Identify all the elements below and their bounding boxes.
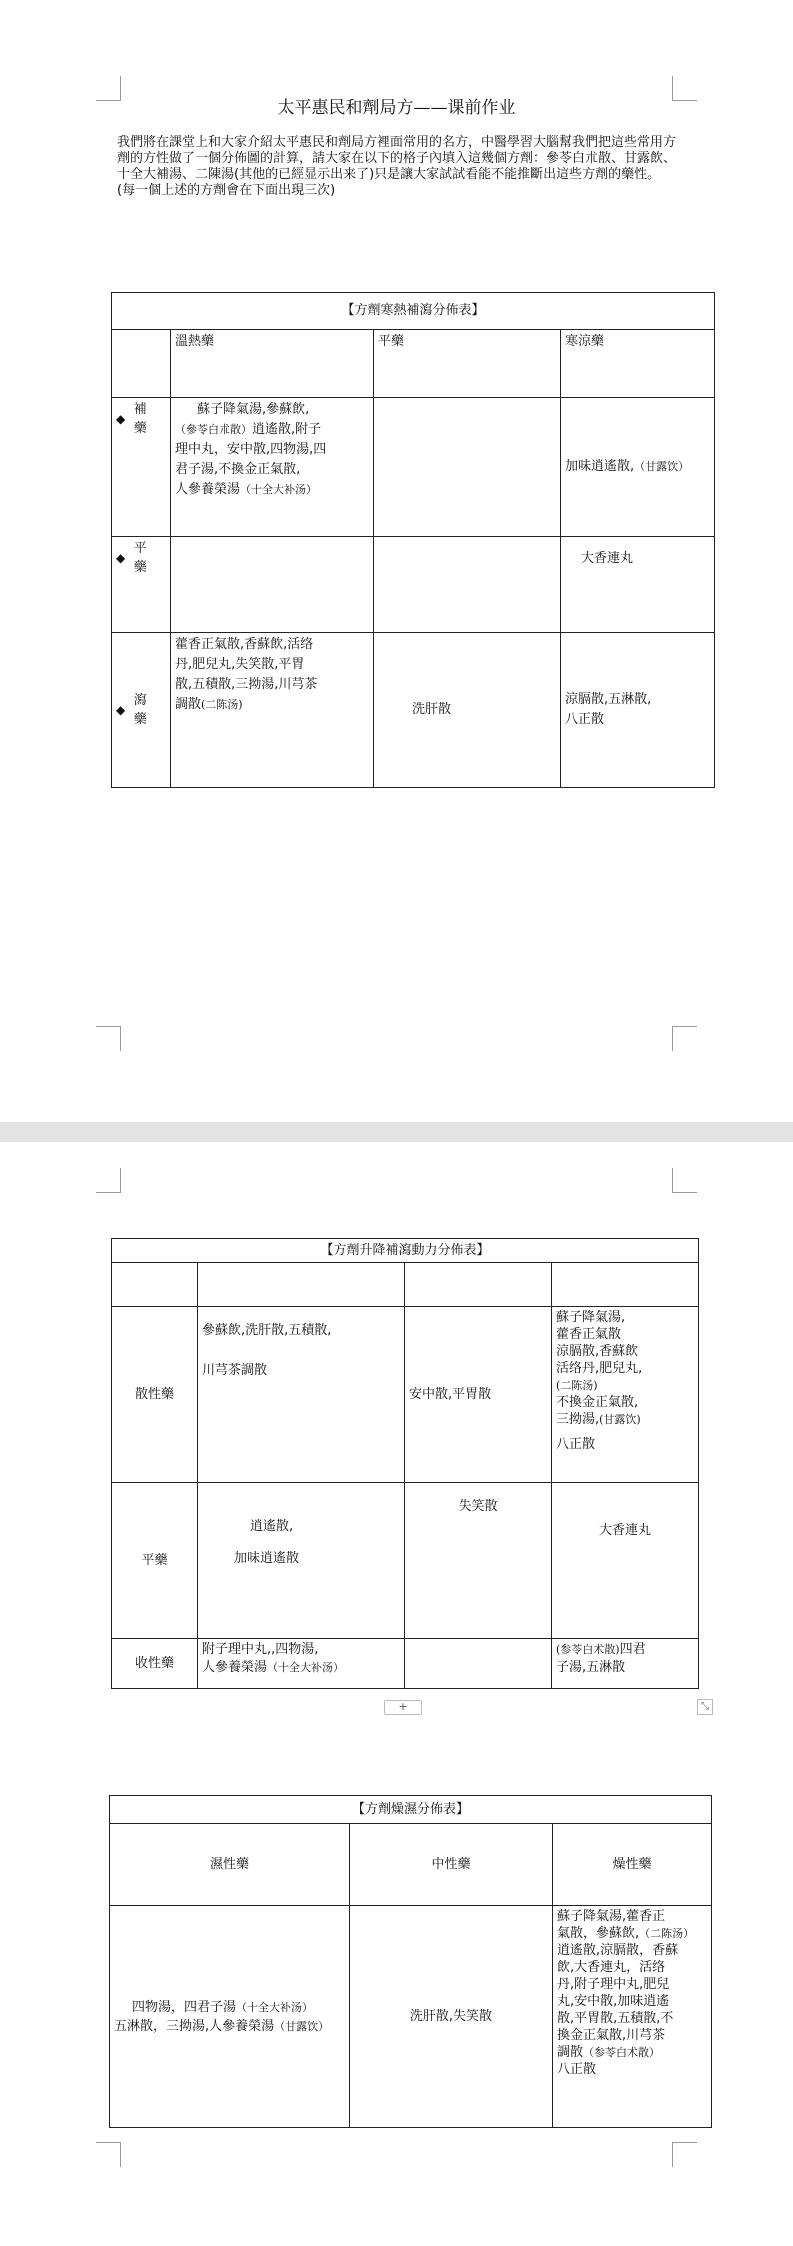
cell-text: 調散 — [557, 2045, 584, 2060]
cell-text: 逍遙散,涼膈散，香蘇 — [557, 1943, 679, 1958]
cell-text: 附子理中丸,,四物湯, — [202, 1642, 319, 1657]
cell-purge-neutral[interactable]: 洗肝散 — [374, 633, 561, 788]
row-header-dispersing: 散性藥 — [112, 1307, 198, 1483]
answer-note: （二陈汤） — [639, 1927, 695, 1940]
answer-note: （参苓白术散） — [583, 2046, 661, 2059]
cell-text: 散,五積散,三拗湯,川芎茶 — [175, 677, 318, 692]
cell-purge-cold[interactable] — [561, 633, 715, 788]
cell-text: 逍遙散,附子 — [252, 422, 322, 437]
cell-neutral-3[interactable]: 大香連丸 — [552, 1483, 699, 1639]
cell-text: 蘇子降氣湯,藿香正 — [557, 1909, 666, 1924]
row-header-neutral: 平藥 — [112, 1483, 198, 1639]
cell-text: 調散 — [175, 697, 202, 712]
cell-text: 不換金正氣散, — [556, 1395, 639, 1410]
answer-note: （甘露饮） — [274, 2019, 330, 2033]
page-title: 太平惠民和劑局方——课前作业 — [277, 98, 516, 118]
corner-cell — [112, 330, 171, 398]
cell-wet[interactable] — [110, 1906, 350, 2128]
answer-note: （十全大补汤） — [267, 1661, 345, 1674]
cell-text: 散,平胃散,五積散,不 — [557, 2011, 674, 2026]
page-gap — [0, 1122, 793, 1142]
cell-neutral-warm[interactable] — [171, 537, 374, 633]
cell-astringent-3[interactable] — [552, 1639, 699, 1689]
cell-text: 八正散 — [557, 2062, 597, 2077]
col-header-cold: 寒涼藥 — [561, 330, 715, 398]
cell-text: 加味逍遙散, — [565, 459, 635, 474]
cell-text: 飲,大香連丸，活络 — [557, 1960, 666, 1975]
cell-text: 君子湯,不換金正氣散, — [175, 462, 301, 477]
row-label: 補藥 — [133, 402, 147, 436]
cell-text: 涼膈散,五淋散, — [565, 692, 652, 707]
answer-note: (甘露饮) — [599, 1413, 641, 1426]
cell-tonify-warm[interactable] — [171, 398, 374, 537]
cell-neutral-neutral[interactable] — [374, 537, 561, 633]
answer-note: （十全大补汤） — [236, 2000, 314, 2014]
cell-text: 八正散 — [556, 1437, 596, 1452]
cell-neutral[interactable]: 洗肝散,失笑散 — [350, 1906, 553, 2128]
cell-neutral-1[interactable] — [198, 1483, 405, 1639]
diamond-bullet-icon: ◆ — [116, 703, 126, 717]
col-header-wet: 濕性藥 — [110, 1824, 350, 1906]
diamond-bullet-icon: ◆ — [116, 551, 126, 565]
cell-text: 人參養榮湯 — [202, 1660, 268, 1675]
cell-text: 藿香正氣散,香蘇飲,活络 — [175, 637, 314, 652]
cell-dispersing-1[interactable] — [198, 1307, 405, 1483]
row-header-astringent: 收性藥 — [112, 1639, 198, 1689]
dry-wet-table — [109, 1795, 712, 2128]
crop-mark — [96, 2142, 121, 2167]
dynamics-table — [111, 1238, 699, 1689]
resize-handle-icon[interactable]: ⤡ — [697, 1699, 713, 1715]
col-header-neutral: 平藥 — [374, 330, 561, 398]
hot-cold-table — [111, 292, 715, 788]
crop-mark — [672, 1026, 697, 1051]
cell-astringent-2[interactable] — [405, 1639, 552, 1689]
col-header-dry: 燥性藥 — [553, 1824, 712, 1906]
cell-text: 子湯,五淋散 — [556, 1660, 626, 1675]
cell-text: 丹,附子理中丸,肥兒 — [557, 1977, 670, 1992]
cell-purge-warm[interactable] — [171, 633, 374, 788]
crop-mark — [96, 1168, 121, 1193]
cell-text: 丹,肥兒丸,失笑散,平胃 — [175, 657, 305, 672]
cell-text: 活络丹,肥兒丸, — [556, 1361, 643, 1376]
cell-text: 蘇子降氣湯,參蘇飲, — [197, 402, 310, 417]
table-caption: 【方劑升降補瀉動力分佈表】 — [112, 1239, 699, 1263]
intro-paragraph: 我們將在課堂上和大家介紹太平惠民和劑局方裡面常用的名方，中醫學習大腦幫我們把這些常用方劑的方性做了一個分佈圖的計算，請大家在以下的格子內填入這幾個方劑：參苓白朮散、甘露飲、十全大補湯、二陳湯(其他的已經显示出来了)只是讓大家試試看能不能推斷出這些方劑的藥性。(每一個上述的方劑會在下面出現三次) — [117, 135, 677, 198]
header-cell — [198, 1263, 405, 1307]
answer-note: (参苓白术散) — [556, 1643, 620, 1656]
header-cell — [112, 1263, 198, 1307]
cell-astringent-1[interactable] — [198, 1639, 405, 1689]
crop-mark — [672, 2142, 697, 2167]
cell-text: 川芎茶調散 — [202, 1363, 268, 1378]
cell-text: 人參養榮湯 — [175, 482, 241, 497]
cell-dispersing-3[interactable] — [552, 1307, 699, 1483]
col-header-warm: 溫熱藥 — [171, 330, 374, 398]
cell-tonify-neutral[interactable] — [374, 398, 561, 537]
cell-text: 參蘇飲,洗肝散,五積散, — [202, 1323, 332, 1338]
cell-text: 涼膈散,香蘇飲 — [556, 1344, 639, 1359]
page-1 — [0, 0, 793, 1122]
cell-text: 加味逍遙散 — [234, 1551, 300, 1566]
row-header-tonify — [112, 398, 171, 537]
cell-neutral-2[interactable]: 失笑散 — [405, 1483, 552, 1639]
crop-mark — [96, 1026, 121, 1051]
answer-note: （甘露饮） — [634, 460, 690, 473]
cell-text: 蘇子降氣湯, — [556, 1310, 626, 1325]
cell-text: 五淋散，三拗湯,人參養榮湯 — [114, 2018, 275, 2034]
add-row-button[interactable]: + — [384, 1700, 422, 1715]
header-cell — [405, 1263, 552, 1307]
cell-text: 理中丸，安中散,四物湯,四 — [175, 442, 327, 457]
answer-note: （參苓白朮散） — [175, 423, 252, 436]
answer-note: (二陈汤) — [201, 698, 243, 711]
cell-neutral-cold[interactable]: 大香連丸 — [561, 537, 715, 633]
cell-text: 氣散，參蘇飲, — [557, 1926, 640, 1941]
diamond-bullet-icon: ◆ — [116, 412, 126, 426]
col-header-neutral: 中性藥 — [350, 1824, 553, 1906]
row-header-neutral — [112, 537, 171, 633]
cell-text: 藿香正氣散 — [556, 1327, 622, 1342]
cell-text: 丸,安中散,加味逍遙 — [557, 1994, 670, 2009]
cell-text: 四君 — [619, 1642, 646, 1657]
row-label: 平藥 — [133, 541, 147, 575]
answer-note: （十全大补汤） — [240, 483, 318, 496]
crop-mark — [672, 1168, 697, 1193]
cell-text: 四物湯，四君子湯 — [132, 1999, 237, 2015]
table-caption: 【方劑寒熱補瀉分佈表】 — [112, 293, 715, 330]
row-label: 瀉藥 — [133, 693, 147, 727]
cell-dry[interactable] — [553, 1906, 712, 2128]
page-2 — [0, 1142, 793, 2246]
header-cell — [552, 1263, 699, 1307]
answer-note: (二陈汤) — [556, 1379, 598, 1392]
table-caption: 【方劑燥濕分佈表】 — [110, 1796, 712, 1824]
row-header-purge — [112, 633, 171, 788]
cell-text: 逍遙散, — [250, 1519, 294, 1534]
cell-tonify-cold[interactable] — [561, 398, 715, 537]
cell-text: 三拗湯, — [556, 1412, 600, 1427]
cell-text: 換金正氣散,川芎茶 — [557, 2028, 666, 2043]
cell-dispersing-2[interactable]: 安中散,平胃散 — [405, 1307, 552, 1483]
cell-text: 八正散 — [565, 712, 605, 727]
